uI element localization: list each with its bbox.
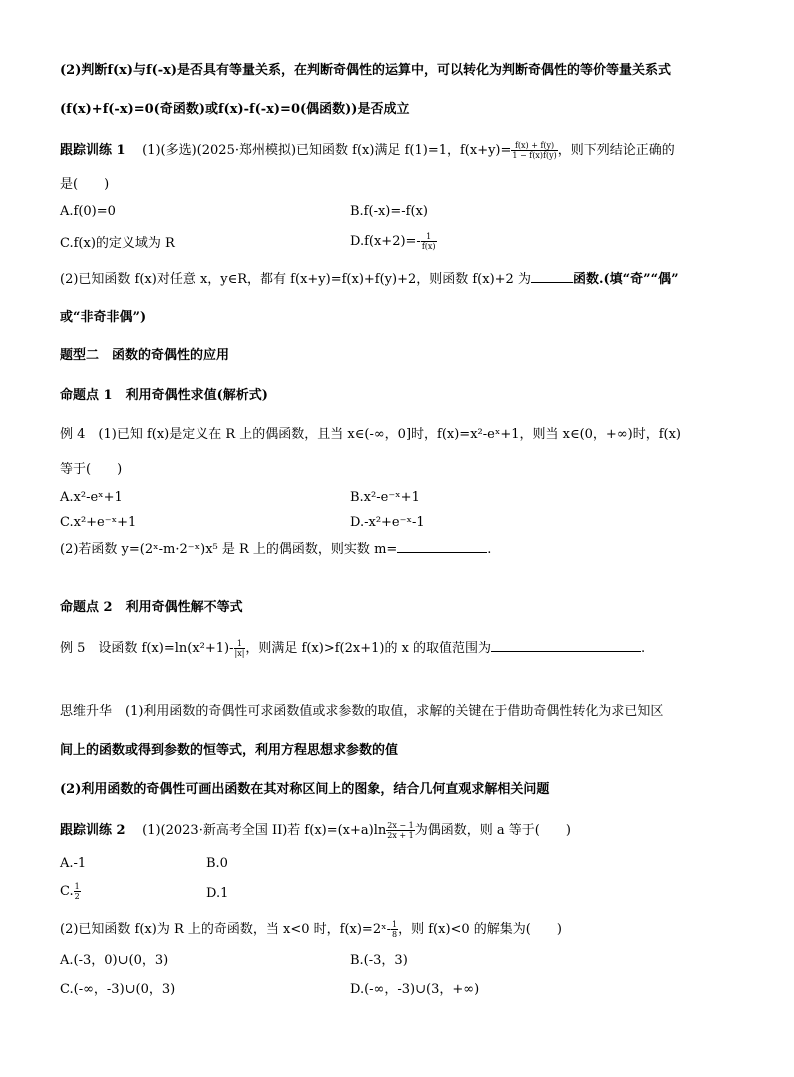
example-4-q1: 例 4 (1)已知 f(x)是定义在 R 上的偶函数，且当 x∈(-∞，0]时，f(x)=x²-eˣ+1，则当 x∈(0，+∞)时，f(x) — [60, 427, 682, 442]
tracking-2-q1 — [60, 821, 571, 840]
tracking-1-q1-cont: 是( ) — [60, 177, 110, 192]
example-4-q2: (2)若函数 y=(2ˣ-m·2⁻ˣ)x⁵ 是 R 上的偶函数，则实数 m= . — [60, 542, 492, 557]
fraction-numerator: 2x − 1 — [387, 821, 414, 830]
ex4-option-d: D.-x²+e⁻ˣ-1 — [350, 515, 425, 530]
example-4-q2-text: (2)若函数 y=(2ˣ-m·2⁻ˣ)x⁵ 是 R 上的偶函数，则实数 m= — [60, 542, 398, 557]
t2-option-b: B.0 — [206, 856, 228, 871]
example-4-q1-cont: 等于( ) — [60, 462, 123, 477]
q2-option-a: A.(-3，0)∪(0，3) — [60, 953, 169, 968]
q2-option-c: C.(-∞，-3)∪(0，3) — [60, 982, 176, 997]
t2-option-c-text: C. — [60, 884, 74, 899]
proposition-1-heading: 命题点 1 利用奇偶性求值(解析式) — [60, 388, 268, 403]
tracking-1-heading: 跟踪训练 1 — [60, 143, 126, 158]
tracking-1-q2-cont: 或“非奇非偶”) — [60, 310, 147, 325]
ex4-option-b: B.x²-e⁻ˣ+1 — [350, 490, 420, 505]
tracking-2-q2-text: (2)已知函数 f(x)为 R 上的奇函数，当 x<0 时，f(x)=2ˣ- — [60, 922, 391, 937]
tracking-1-q1-tail: ，则下列结论正确的 — [557, 143, 675, 158]
fraction-numerator: f(x) + f(y) — [511, 141, 557, 151]
fraction-denominator: 2x + 1 — [387, 831, 414, 840]
intro-line-1: (2)判断f(x)与f(-x)是否具有等量关系，在判断奇偶性的运算中，可以转化为判断奇偶性的等价等量关系式 — [60, 63, 672, 78]
q2-option-d: D.(-∞，-3)∪(3，+∞) — [350, 982, 480, 997]
t2-option-c-fraction — [74, 882, 81, 901]
fraction-numerator: 1 — [234, 639, 246, 649]
fraction-numerator: 1 — [74, 882, 80, 891]
tracking-2-q2-tail: ，则 f(x)<0 的解集为( ) — [398, 922, 562, 937]
tracking-2-q1-tail: 为偶函数，则 a 等于( ) — [414, 823, 571, 838]
fraction-denominator: f(x) — [421, 242, 436, 251]
option-d-text: D.f(x+2)=- — [350, 234, 421, 249]
summary-line-3: (2)利用函数的奇偶性可画出函数在其对称区间上的图象，结合几何直观求解相关问题 — [60, 782, 550, 797]
example-5-fraction — [234, 639, 246, 658]
fraction-numerator: 1 — [392, 920, 398, 929]
fraction-denominator: 1 − f(x)f(y) — [512, 151, 557, 160]
summary-line-1: 思维升华 (1)利用函数的奇偶性可求函数值或求参数的取值，求解的关键在于借助奇偶性转化为求已知区 — [60, 704, 664, 719]
example-5: 例 5 设函数 f(x)=ln(x²+1)- $\frac{1}{|x|}$ ，则满足 f(x)>f(2x+1)的 x 的取值范围为 . — [60, 639, 646, 658]
tracking-1-q2 — [60, 271, 679, 288]
tracking-2-heading: 跟踪训练 2 — [60, 823, 126, 838]
t2-option-c — [60, 882, 81, 901]
q2-option-b: B.(-3，3) — [350, 953, 408, 968]
tracking-2-q2 — [60, 920, 562, 939]
option-c: C.f(x)的定义域为 R — [60, 236, 175, 251]
answer-blank[interactable] — [531, 271, 573, 283]
tracking-2-q1-fraction — [386, 821, 414, 840]
option-a: A.f(0)=0 — [60, 204, 116, 219]
option-d-fraction — [421, 232, 437, 251]
proposition-2-heading: 命题点 2 利用奇偶性解不等式 — [60, 600, 243, 615]
fraction-denominator: 8 — [392, 930, 398, 939]
tracking-1-q2-hint: 函数.(填“奇”“偶” — [572, 272, 679, 287]
ex4-option-c: C.x²+e⁻ˣ+1 — [60, 515, 137, 530]
tracking-1-q1-text: (1)(多选)(2025·郑州模拟)已知函数 f(x)满足 f(1)=1，f(x+y)= — [142, 143, 512, 158]
intro-line-2: (f(x)+f(-x)=0(奇函数)或f(x)-f(-x)=0(偶函数))是否成立 — [60, 102, 410, 117]
summary-line-2: 间上的函数或得到参数的恒等式，利用方程思想求参数的值 — [60, 743, 399, 758]
t2-option-a: A.-1 — [60, 856, 87, 871]
tracking-1-q2-text: (2)已知函数 f(x)对任意 x，y∈R，都有 f(x+y)=f(x)+f(y)+2，则函数 f(x)+2 为 — [60, 272, 531, 287]
fraction-denominator: |x| — [234, 649, 245, 658]
section-heading: 题型二 函数的奇偶性的应用 — [60, 348, 230, 363]
tracking-1-q1 — [60, 141, 675, 160]
fraction-numerator: 1 — [421, 232, 437, 242]
ex4-option-a: A.x²-eˣ+1 — [60, 490, 123, 505]
tracking-2-q1-text: (1)(2023·新高考全国 II)若 f(x)=(x+a)ln — [142, 823, 387, 838]
tracking-1-q1-fraction — [511, 141, 557, 160]
answer-blank[interactable] — [491, 640, 641, 652]
example-5-tail: ，则满足 f(x)>f(2x+1)的 x 的取值范围为 — [245, 641, 492, 656]
answer-blank[interactable] — [397, 541, 487, 553]
example-5-text: 例 5 设函数 f(x)=ln(x²+1)- — [60, 641, 234, 656]
t2-option-d: D.1 — [206, 886, 229, 901]
option-b: B.f(-x)=-f(x) — [350, 204, 428, 219]
option-d — [350, 232, 437, 251]
fraction-denominator: 2 — [74, 892, 80, 901]
